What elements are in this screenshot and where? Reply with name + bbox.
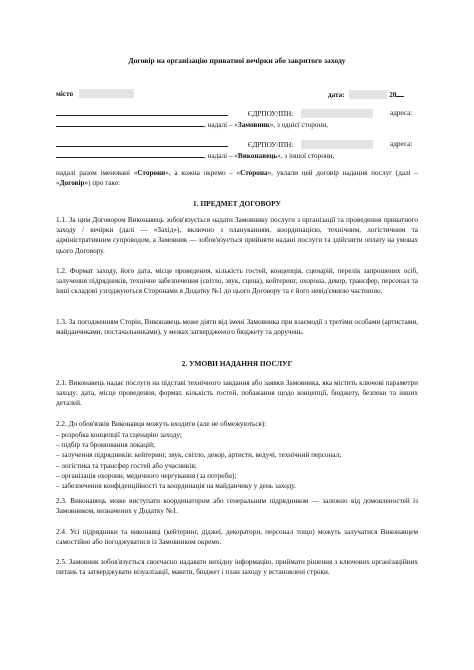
- list-item: – організація охорони, медичного чергування (за потреби);: [56, 471, 237, 480]
- clause-2-5: 2.5. Замовник зобов'язується своєчасно надавати вихідну інформацію, приймати рішення з ключових організаційних питань та затверджувати візуалізації, макети, бюджет і план заходу у встановлені строки.: [56, 558, 418, 577]
- city-label: місто: [56, 90, 74, 98]
- date-label: дата:: [328, 91, 345, 99]
- contractor-address-field[interactable]: [56, 150, 204, 158]
- clause-2-4: 2.4. Усі підрядники та виконавці (кейтеринг, діджеї, декоратори, персонал тощо) можуть залучатися Виконавцем самостійно або погоджуватися із Замовником окремо.: [56, 528, 418, 547]
- list-item: – логістика та трансфер гостей або учасників;: [56, 461, 197, 470]
- clause-2-3: 2.3. Виконавець може виступати координатором або генеральним підрядником — залежно від домовленостей із Замовником, визначених у Додатку №1.: [56, 497, 418, 516]
- clause-2-2-intro: 2.2. До обов'язків Виконавця можуть входити (але не обмежуються):: [56, 420, 267, 428]
- customer-edrpou-field[interactable]: [301, 109, 373, 118]
- section-1-heading: 1. ПРЕДМЕТ ДОГОВОРУ: [193, 199, 281, 208]
- list-item: – забезпечення конфіденційності та координація на майданчику у день заходу.: [56, 482, 296, 491]
- list-item: – розробка концепції та сценарію заходу;: [56, 431, 182, 439]
- contractor-name-field[interactable]: [56, 139, 228, 147]
- customer-name-field[interactable]: [56, 108, 228, 116]
- customer-address-field[interactable]: [56, 119, 204, 127]
- customer-role: Замовник: [237, 121, 270, 129]
- contractor-role: Виконавець: [237, 152, 278, 160]
- contractor-address-label-wrap: [390, 139, 412, 149]
- date-field[interactable]: [349, 90, 387, 99]
- clause-1-2: 1.2. Формат заходу, його дата, місце проведення, кількість гостей, концепція, сценарій, перелік запрошених осіб, залучення підрядників, технічне забезпечення (світло, звук, сцена), кейтеринг, охорона, декор, трансфер, персонал та інші складові узгоджуються Сторонами в Додатку №1 до цього Договору та є його невід'ємною частиною.: [56, 267, 418, 296]
- customer-edrpou-label: ЄДРПОУ/ІПН:: [247, 110, 294, 118]
- clause-1-1: 1.1. За цим Договором Виконавець зобов'язується надати Замовнику послуги з організації та проведення приватного заходу / вечірки (далі — «Захід»), включно з плануванням, координацією, технічним, логістичним та адміністративним супроводом, а Замовник — зобов'язується прийняти надані послуги та здійснити оплату на умовах цього Договору.: [56, 216, 418, 255]
- contractor-edrpou-field[interactable]: [301, 140, 373, 149]
- year-suffix-field[interactable]: [396, 89, 404, 97]
- contractor-line-2: , надалі – «Виконавець», з іншої сторони,: [56, 150, 334, 161]
- clause-2-1: 2.1. Виконавець надає послуги на підставі технічного завдання або заявки Замовника, яка містить ключові параметри заходу: дата, місце проведення, формат, кількість гостей, побажання щодо концепції, бюджету, безпеки та інших деталей.: [56, 379, 418, 408]
- intro-paragraph: надалі разом іменовані «Сторони», а кожна окремо – «Сторона», уклали цей договір надання послуг (далі – «Договір») про таке:: [56, 169, 418, 188]
- date-year: 20: [389, 91, 397, 99]
- list-item: – підбір та бронювання локацій;: [56, 441, 155, 450]
- customer-line-1: [56, 108, 373, 119]
- document-title: Договір на організацію приватної вечірки або закритого заходу: [128, 56, 346, 65]
- customer-line-2: , надалі – «Замовник», з однієї сторони,: [56, 119, 328, 130]
- list-item: – залучення підрядників: кейтеринг, звук, світло, декор, артисти, ведучі, технічний персонал;: [56, 451, 342, 460]
- section-2-heading: 2. УМОВИ НАДАННЯ ПОСЛУГ: [181, 359, 293, 368]
- clause-2-2-list: [56, 430, 418, 491]
- contractor-address-label: адреса:: [390, 140, 413, 148]
- contractor-line-1: [56, 139, 373, 150]
- clause-1-3: 1.3. За погодженням Сторін, Виконавець може діяти від імені Замовника при взаємодії з третіми особами (артистами, майданчиками, постачальниками), у межах затвердженого бюджету та доручень.: [56, 318, 418, 337]
- customer-address-label-wrap: [390, 108, 412, 118]
- city-field[interactable]: [79, 89, 134, 98]
- customer-address-label: адреса:: [390, 109, 413, 117]
- date-row: [328, 89, 404, 100]
- city-date-row: [56, 89, 134, 99]
- contractor-edrpou-label: ЄДРПОУ/ІПН:: [247, 141, 294, 149]
